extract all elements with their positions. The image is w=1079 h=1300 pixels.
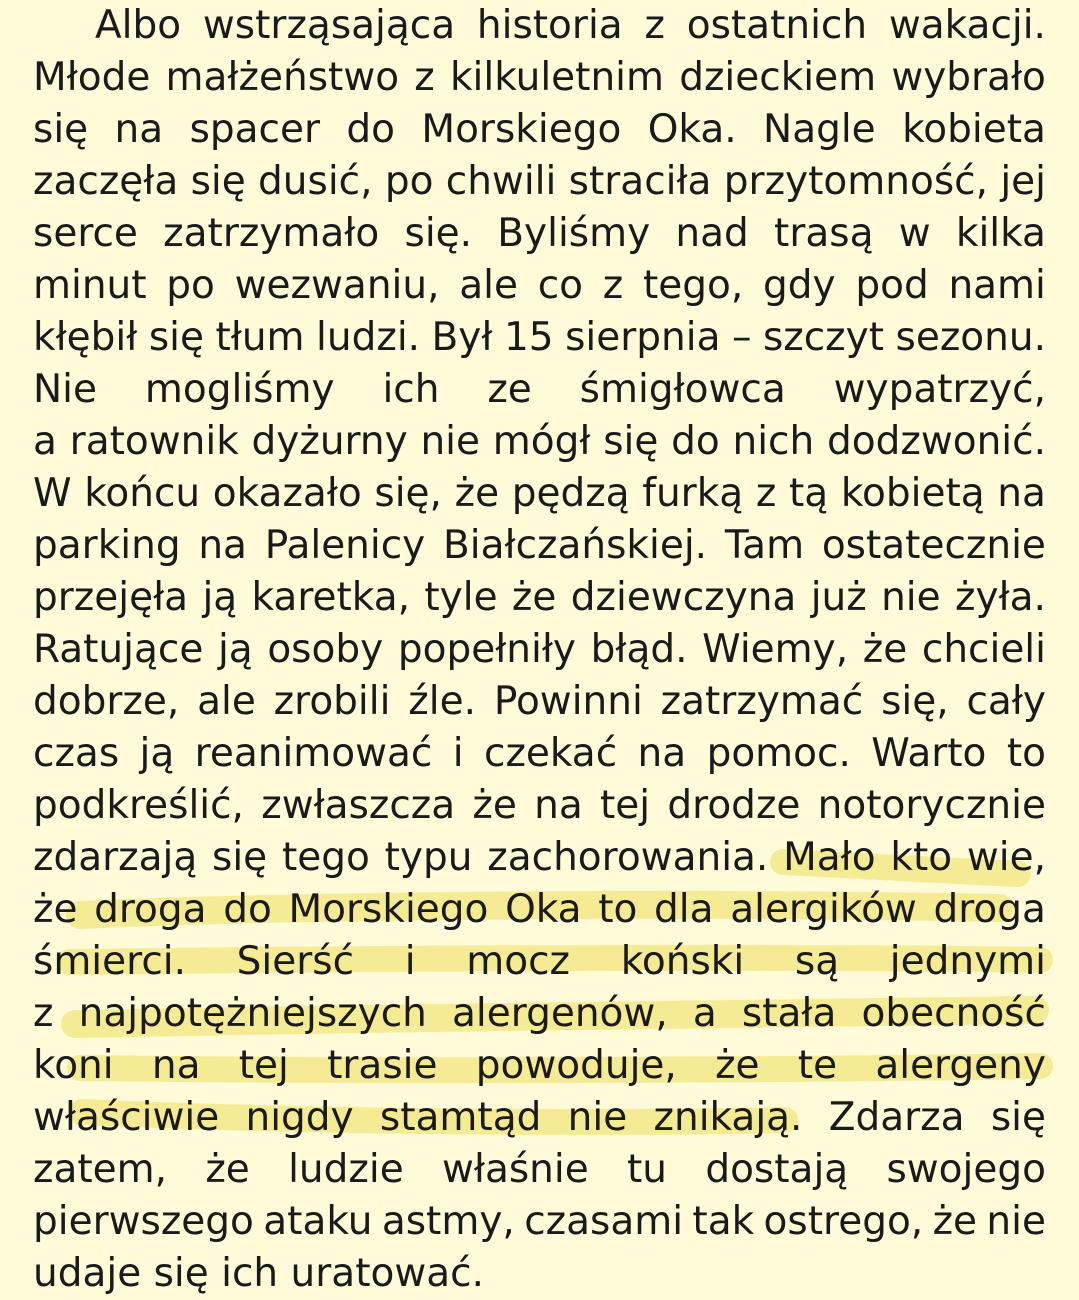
word: że <box>715 1043 760 1088</box>
word: pierwszego <box>33 1199 254 1244</box>
word: a <box>692 991 717 1036</box>
word: Był <box>431 315 493 360</box>
word: się <box>148 315 204 360</box>
paragraph-line <box>33 0 1046 52</box>
word: tego, <box>642 263 744 308</box>
word: tak <box>692 1199 755 1244</box>
word: alergeny <box>875 1043 1046 1088</box>
word: błąd. <box>590 627 688 672</box>
word: mogliśmy <box>144 367 335 412</box>
word: tego <box>281 835 370 880</box>
word: że <box>862 627 908 672</box>
word: kilka <box>955 211 1046 256</box>
word: końcu <box>84 471 201 516</box>
word: mógł <box>492 419 591 464</box>
paragraph-line <box>33 676 1046 728</box>
word: karetka, <box>251 575 410 620</box>
word: w <box>898 211 931 256</box>
word: nie <box>986 1199 1046 1244</box>
word: chwili <box>445 159 557 204</box>
word: się <box>603 419 659 464</box>
word: już <box>810 575 867 620</box>
word: wstrząsająca <box>202 3 456 48</box>
word: czekać <box>484 731 618 776</box>
word: Warto <box>871 731 987 776</box>
paragraph-line <box>33 780 1046 832</box>
word: Oka. <box>647 107 737 152</box>
word: Młode <box>33 55 151 100</box>
word: ostatnich <box>686 3 868 48</box>
word: osoby <box>267 627 384 672</box>
word: źle. <box>408 679 476 724</box>
word: nie <box>881 575 941 620</box>
paragraph-line <box>33 208 1046 260</box>
word: Morskiego <box>288 887 489 932</box>
word: zatrzymało <box>163 211 380 256</box>
word: sierpnia <box>565 315 721 360</box>
word: Morskiego <box>421 107 622 152</box>
paragraph-line <box>33 1092 1046 1144</box>
word: historia <box>476 3 623 48</box>
word: Palenicy <box>264 523 426 568</box>
word: wakacji. <box>888 3 1046 48</box>
word: tą <box>788 471 829 516</box>
word: są <box>794 939 840 984</box>
word: straciła <box>568 159 712 204</box>
word: ludzie <box>288 1147 404 1192</box>
word: dyżurny <box>251 419 408 464</box>
word: co <box>537 263 583 308</box>
word: z <box>414 55 435 100</box>
word: się <box>212 835 268 880</box>
word: przytomność, <box>723 159 989 204</box>
word: spacer <box>189 107 321 152</box>
word: reanimować <box>194 731 433 776</box>
word: droga <box>94 887 207 932</box>
word: ostatecznie <box>821 523 1046 568</box>
paragraph-line <box>33 988 1046 1040</box>
word: Powinni <box>493 679 643 724</box>
word: tłum <box>215 315 305 360</box>
word: ją <box>217 627 253 672</box>
word: Tam <box>724 523 805 568</box>
word: zaczęła <box>33 159 179 204</box>
word: trasą <box>774 211 874 256</box>
word: że <box>932 1199 978 1244</box>
word: furką <box>642 471 744 516</box>
word: powoduje, <box>475 1043 677 1088</box>
word: żyła. <box>955 575 1046 620</box>
word: nich <box>732 419 815 464</box>
paragraph-line <box>33 520 1046 572</box>
word: nie <box>420 419 481 464</box>
word: stamtąd <box>379 1095 542 1140</box>
word: wypatrzyć, <box>833 367 1046 412</box>
article-paragraph <box>33 0 1046 1300</box>
word: zachorowania. <box>487 835 769 880</box>
paragraph-line <box>33 832 1046 884</box>
word: parking <box>33 523 181 568</box>
word: drodze <box>667 783 801 828</box>
word: że <box>511 575 557 620</box>
word: że <box>472 783 517 828</box>
word: droga <box>933 887 1046 932</box>
word: znikają. <box>653 1095 803 1140</box>
word: zatem, <box>33 1147 168 1192</box>
word: to <box>1006 731 1046 776</box>
word: małżeństwo <box>165 55 400 100</box>
word: śmierci. <box>33 939 186 984</box>
word: na <box>114 107 164 152</box>
word: zrobili <box>273 679 391 724</box>
paragraph-line <box>33 416 1046 468</box>
paragraph-line <box>33 52 1046 104</box>
word: i <box>404 939 416 984</box>
word: przejęła <box>33 575 189 620</box>
word: notorycznie <box>817 783 1046 828</box>
word: że <box>454 471 500 516</box>
word: i <box>452 731 464 776</box>
word: ostrego, <box>763 1199 924 1244</box>
paragraph-line <box>33 312 1046 364</box>
word: typu <box>384 835 473 880</box>
word: minut <box>33 263 147 308</box>
word: dodzwonić. <box>826 419 1046 464</box>
paragraph-line <box>33 884 1046 936</box>
word: nami <box>948 263 1046 308</box>
paragraph-line <box>33 1144 1046 1196</box>
word: podkreślić, <box>33 783 244 828</box>
word: wybrało <box>891 55 1046 100</box>
word: nie <box>567 1095 628 1140</box>
word: wie, <box>966 835 1046 880</box>
word: stała <box>741 991 837 1036</box>
word: się <box>990 1095 1046 1140</box>
word: tyle <box>424 575 498 620</box>
word: ale <box>197 679 256 724</box>
word: pędzą <box>511 471 630 516</box>
word: mocz <box>466 939 571 984</box>
word: swojego <box>886 1147 1046 1192</box>
word: najpotężniejszych <box>78 991 427 1036</box>
word: do <box>223 887 272 932</box>
paragraph-line <box>33 1040 1046 1092</box>
word: ją <box>139 731 175 776</box>
word: jednymi <box>889 939 1046 984</box>
word: że <box>205 1147 250 1192</box>
word: dla <box>654 887 714 932</box>
word: tej <box>600 783 651 828</box>
word: sezonu. <box>895 315 1046 360</box>
word: śmigłowca <box>579 367 786 412</box>
word: właściwie <box>33 1095 220 1140</box>
paragraph-line <box>33 468 1046 520</box>
word: tej <box>238 1043 289 1088</box>
paragraph-line <box>33 1196 1046 1248</box>
word: właśnie <box>441 1147 589 1192</box>
word: okazało <box>212 471 362 516</box>
word: Białczańskiej. <box>443 523 708 568</box>
word: Oka <box>505 887 582 932</box>
word: z <box>33 991 54 1036</box>
word: cały <box>966 679 1046 724</box>
word: dostają <box>705 1147 849 1192</box>
paragraph-line <box>33 728 1046 780</box>
word: nad <box>675 211 749 256</box>
word: Ratujące <box>33 627 204 672</box>
word: chcieli <box>921 627 1046 672</box>
word: ratownik <box>69 419 239 464</box>
word: kłębił <box>33 315 138 360</box>
word: Wiemy, <box>702 627 849 672</box>
word: na <box>637 731 687 776</box>
word: czas <box>33 731 120 776</box>
paragraph-line <box>33 364 1046 416</box>
word: gdy <box>763 263 836 308</box>
word: W <box>33 471 72 516</box>
paragraph-line <box>33 572 1046 624</box>
word: jej <box>1000 159 1046 204</box>
word: po <box>384 159 434 204</box>
word: kto <box>890 835 953 880</box>
word: pod <box>855 263 929 308</box>
word: dusić, <box>258 159 373 204</box>
word: Zdarza <box>828 1095 965 1140</box>
word: ich <box>382 367 440 412</box>
paragraph-line <box>33 104 1046 156</box>
word: dzieckiem <box>679 55 877 100</box>
word: dziewczyna <box>570 575 797 620</box>
word: – <box>731 315 752 360</box>
word: kilkuletnim <box>449 55 664 100</box>
word: na <box>198 523 247 568</box>
word: koński <box>620 939 745 984</box>
word: z <box>755 471 777 516</box>
word: Sierść <box>236 939 355 984</box>
word: ją <box>202 575 238 620</box>
word: alergenów, <box>452 991 668 1036</box>
word: serce <box>33 211 138 256</box>
word: po <box>166 263 215 308</box>
paragraph-line <box>33 260 1046 312</box>
word: kobietą <box>840 471 985 516</box>
word: 15 <box>503 315 554 360</box>
word: że <box>33 887 78 932</box>
paragraph-line <box>33 156 1046 208</box>
word: zatrzymać <box>660 679 864 724</box>
word: zwłaszcza <box>261 783 456 828</box>
word: dobrze, <box>33 679 180 724</box>
word: a <box>33 419 57 464</box>
word: popełniły <box>397 627 576 672</box>
word: szczyt <box>762 315 885 360</box>
word: do <box>671 419 720 464</box>
word: Nagle <box>763 107 876 152</box>
word: się, <box>374 471 442 516</box>
word: tu <box>627 1147 668 1192</box>
word: na <box>534 783 583 828</box>
word: Byliśmy <box>497 211 651 256</box>
word: się <box>33 107 89 152</box>
word: kobieta <box>902 107 1046 152</box>
word: się, <box>881 679 949 724</box>
word: to <box>598 887 638 932</box>
word: Mało <box>783 835 876 880</box>
word: Albo <box>95 3 182 48</box>
word: ale <box>459 263 518 308</box>
word: ludzi. <box>316 315 421 360</box>
word: obecność <box>861 991 1046 1036</box>
paragraph-line <box>33 624 1046 676</box>
paragraph-line <box>33 936 1046 988</box>
word: ze <box>487 367 532 412</box>
word: na <box>997 471 1046 516</box>
word: się <box>190 159 246 204</box>
word: do <box>346 107 396 152</box>
word: ataku <box>263 1199 373 1244</box>
word: pomoc. <box>706 731 851 776</box>
word: się. <box>404 211 473 256</box>
paragraph-line: udaje się ich uratować. <box>33 1251 484 1296</box>
word: Nie <box>33 367 98 412</box>
word: wezwaniu, <box>234 263 440 308</box>
word: alergików <box>730 887 917 932</box>
word: astmy, <box>381 1199 515 1244</box>
word: czasami <box>524 1199 684 1244</box>
word: z <box>644 3 665 48</box>
word: zdarzają <box>33 835 198 880</box>
word: koni <box>33 1043 114 1088</box>
word: nigdy <box>245 1095 354 1140</box>
word: na <box>151 1043 201 1088</box>
word: te <box>797 1043 838 1088</box>
word: trasie <box>327 1043 438 1088</box>
word: z <box>602 263 624 308</box>
